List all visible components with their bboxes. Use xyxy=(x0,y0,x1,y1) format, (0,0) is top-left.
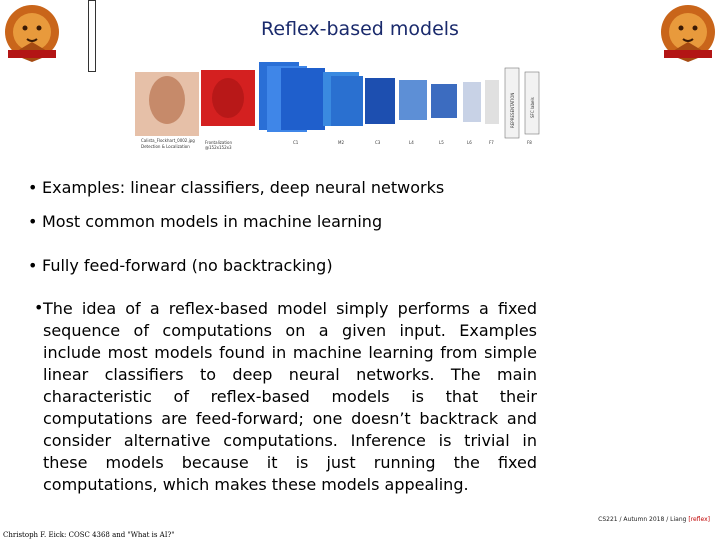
bullet-item: • Examples: linear classifiers, deep neural networks xyxy=(28,178,445,197)
svg-text:M2: M2 xyxy=(338,140,344,145)
svg-text:Calista_Flockhart_0002.jpg: Calista_Flockhart_0002.jpg xyxy=(141,138,195,143)
svg-text:Detection & Localization: Detection & Localization xyxy=(141,144,190,149)
bullet-text: Most common models in machine learning xyxy=(42,212,383,231)
svg-text:L5: L5 xyxy=(439,140,444,145)
svg-text:REPRESENTATION: REPRESENTATION xyxy=(510,92,515,128)
svg-text:L6: L6 xyxy=(467,140,472,145)
footer-author: Christoph F. Eick: COSC 4368 and "What is AI?" xyxy=(3,531,175,539)
footer-credit-text: CS221 / Autumn 2018 / Liang xyxy=(598,516,687,523)
paragraph-text: The idea of a reflex-based model simply performs a fixed sequence of computations on a given input. Examples include most models found in machine learning from simple linear classifiers to deep neural networks. The main characteristic of reflex-based models is that their computations are feed-forward; one doesn’t backtrack and consider alternative computations. Inference is trivial in these models because it is just running the fixed computations, which makes these models appealing. xyxy=(43,299,537,494)
footer-credit xyxy=(598,516,710,523)
svg-text:L4: L4 xyxy=(409,140,414,145)
svg-text:@152x152x3: @152x152x3 xyxy=(205,145,232,150)
bullet-item: • Fully feed-forward (no backtracking) xyxy=(28,256,333,275)
svg-text:F7: F7 xyxy=(489,140,494,145)
slide-title: Reflex-based models xyxy=(261,18,459,40)
paragraph-bullet: • xyxy=(34,298,44,317)
svg-text:Frontalization: Frontalization xyxy=(205,140,233,145)
bullet-text: Examples: linear classifiers, deep neural networks xyxy=(42,178,445,197)
svg-text:C1: C1 xyxy=(293,140,299,145)
svg-text:F8: F8 xyxy=(527,140,532,145)
svg-text:SFC labels: SFC labels xyxy=(530,97,535,118)
footer-tag: [reflex] xyxy=(688,516,710,523)
svg-text:C3: C3 xyxy=(375,140,381,145)
bullet-item: • Most common models in machine learning xyxy=(28,212,383,231)
bullet-text: Fully feed-forward (no backtracking) xyxy=(42,256,333,275)
deep-network-figure xyxy=(133,58,547,152)
